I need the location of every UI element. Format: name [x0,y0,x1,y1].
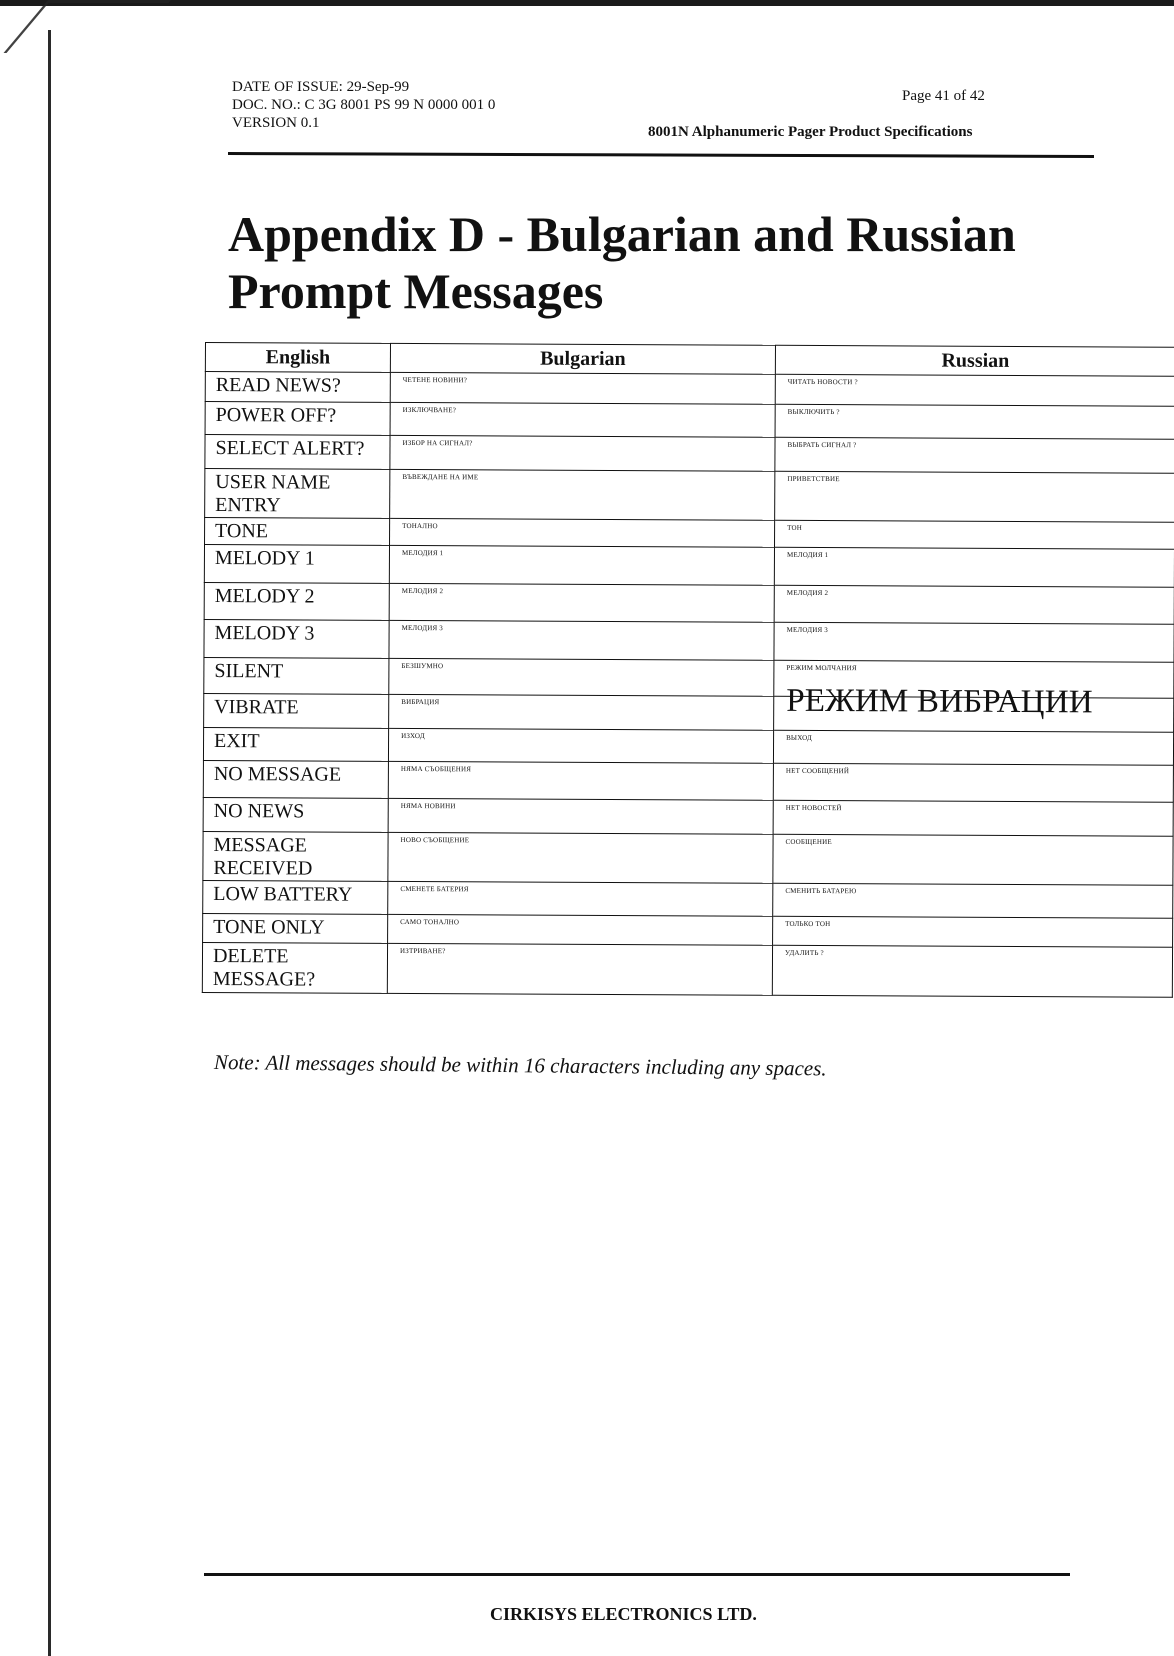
cell-russian: МЕЛОДИЯ 1 [774,547,1174,587]
table-row [204,545,1174,588]
table-row [204,582,1174,624]
spec-title: 8001N Alphanumeric Pager Product Specifications [648,124,973,140]
cell-bulgarian: МЕЛОДИЯ 3 [389,620,774,660]
note: Note: All messages should be within 16 characters including any spaces. [213,1050,827,1081]
table-row [205,402,1174,440]
document-number: DOC. NO.: C 3G 8001 PS 99 N 0000 001 0 [232,97,496,113]
table-row [202,942,1172,997]
cell-russian: ВЫБРАТЬ СИГНАЛ ? [775,437,1174,473]
cell-russian: ТОЛЬКО ТОН [773,916,1173,947]
cell-bulgarian: МЕЛОДИЯ 2 [389,583,774,622]
cell-english: TONE [205,518,390,546]
cell-russian: ПРИВЕТСТВИЕ [775,471,1174,522]
cell-russian: СМЕНИТЬ БАТАРЕЮ [773,883,1173,918]
table-row [203,797,1173,836]
cell-bulgarian: САМО ТОНАЛНО [388,914,773,945]
cell-bulgarian: БЕЗШУМНО [389,658,774,696]
table-header-row [205,343,1174,377]
cell-russian: МЕЛОДИЯ 3 [774,622,1174,662]
cell-russian: НЕТ СООБЩЕНИЙ [773,763,1173,802]
cell-russian: ЧИТАТЬ НОВОСТИ ? [775,374,1174,406]
table-row [203,880,1173,918]
page-number: Page 41 of 42 [902,88,985,104]
cell-english: MESSAGE RECEIVED [203,831,388,881]
cell-english: MELODY 1 [204,545,389,584]
header-rule [228,152,1094,158]
table-row [204,693,1174,732]
scan-edge-top [0,0,1174,6]
version: VERSION 0.1 [232,115,320,131]
cell-english: READ NEWS? [205,372,390,403]
cell-bulgarian: СМЕНЕТЕ БАТЕРИЯ [388,881,773,916]
cell-russian: СООБЩЕНИЕ [773,834,1173,885]
cell-bulgarian: ВИБРАЦИЯ [389,694,774,730]
cell-bulgarian: ИЗКЛЮЧВАНЕ? [390,402,775,437]
cell-russian: РЕЖИМ МОЛЧАНИЯ [774,660,1174,698]
page-title: Appendix D - Bulgarian and Russian Prompt Messages [228,206,1016,319]
cell-english: EXIT [203,727,388,761]
column-header-russian: Russian [775,345,1174,376]
cell-english: SELECT ALERT? [205,435,390,470]
scan-corner-fold [4,0,171,53]
table-row [205,435,1174,474]
cell-russian: РЕЖИМ ВИБРАЦИИ [774,696,1174,732]
cell-bulgarian: ИЗХОД [388,728,773,763]
cell-bulgarian: ВЪВЕЖДАНЕ НА ИМЕ [390,469,775,520]
column-header-english: English [205,343,390,373]
cell-english: LOW BATTERY [203,880,388,914]
cell-english: POWER OFF? [205,402,390,436]
cell-english: TONE ONLY [203,913,388,943]
cell-bulgarian: НЯМА СЪОБЩЕНИЯ [388,761,773,800]
cell-bulgarian: ТОНАЛНО [390,518,775,547]
footer-rule [204,1573,1070,1576]
table-row [203,913,1173,947]
cell-english: MELODY 2 [204,582,389,620]
cell-russian: ВЫКЛЮЧИТЬ ? [775,404,1174,439]
footer-company: CIRKISYS ELECTRONICS LTD. [490,1604,757,1624]
cell-bulgarian: ЧЕТЕНЕ НОВИНИ? [390,372,775,404]
scan-edge-left [48,30,51,1656]
cell-bulgarian: ИЗБОР НА СИГНАЛ? [390,435,775,471]
table-row [204,619,1174,662]
table-row [203,760,1173,802]
cell-russian: ВЫХОД [773,730,1173,765]
cell-english: VIBRATE [204,693,389,728]
cell-bulgarian: НОВО СЪОБЩЕНИЕ [388,832,773,883]
cell-bulgarian: ИЗТРИВАНЕ? [387,943,772,995]
cell-english: DELETE MESSAGE? [202,942,387,993]
cell-english: NO NEWS [203,797,388,832]
cell-english: USER NAME ENTRY [205,469,390,519]
cell-english: MELODY 3 [204,619,389,658]
cell-english: SILENT [204,657,389,694]
cell-english: NO MESSAGE [203,760,388,798]
date-of-issue: DATE OF ISSUE: 29-Sep-99 [232,79,410,95]
prompt-messages-table [202,342,1174,1037]
table-row [203,831,1173,885]
cell-bulgarian: МЕЛОДИЯ 1 [389,545,774,585]
column-header-bulgarian: Bulgarian [390,343,775,374]
table-row [205,372,1174,407]
cell-bulgarian: НЯМА НОВИНИ [388,798,773,834]
cell-russian: ТОН [775,520,1174,549]
cell-russian: МЕЛОДИЯ 2 [774,585,1174,624]
cell-russian: УДАЛИТЬ ? [772,945,1172,997]
cell-russian: НЕТ НОВОСТЕЙ [773,800,1173,836]
table-row [205,469,1174,523]
table-row [203,727,1173,765]
document-header-left [232,78,495,132]
